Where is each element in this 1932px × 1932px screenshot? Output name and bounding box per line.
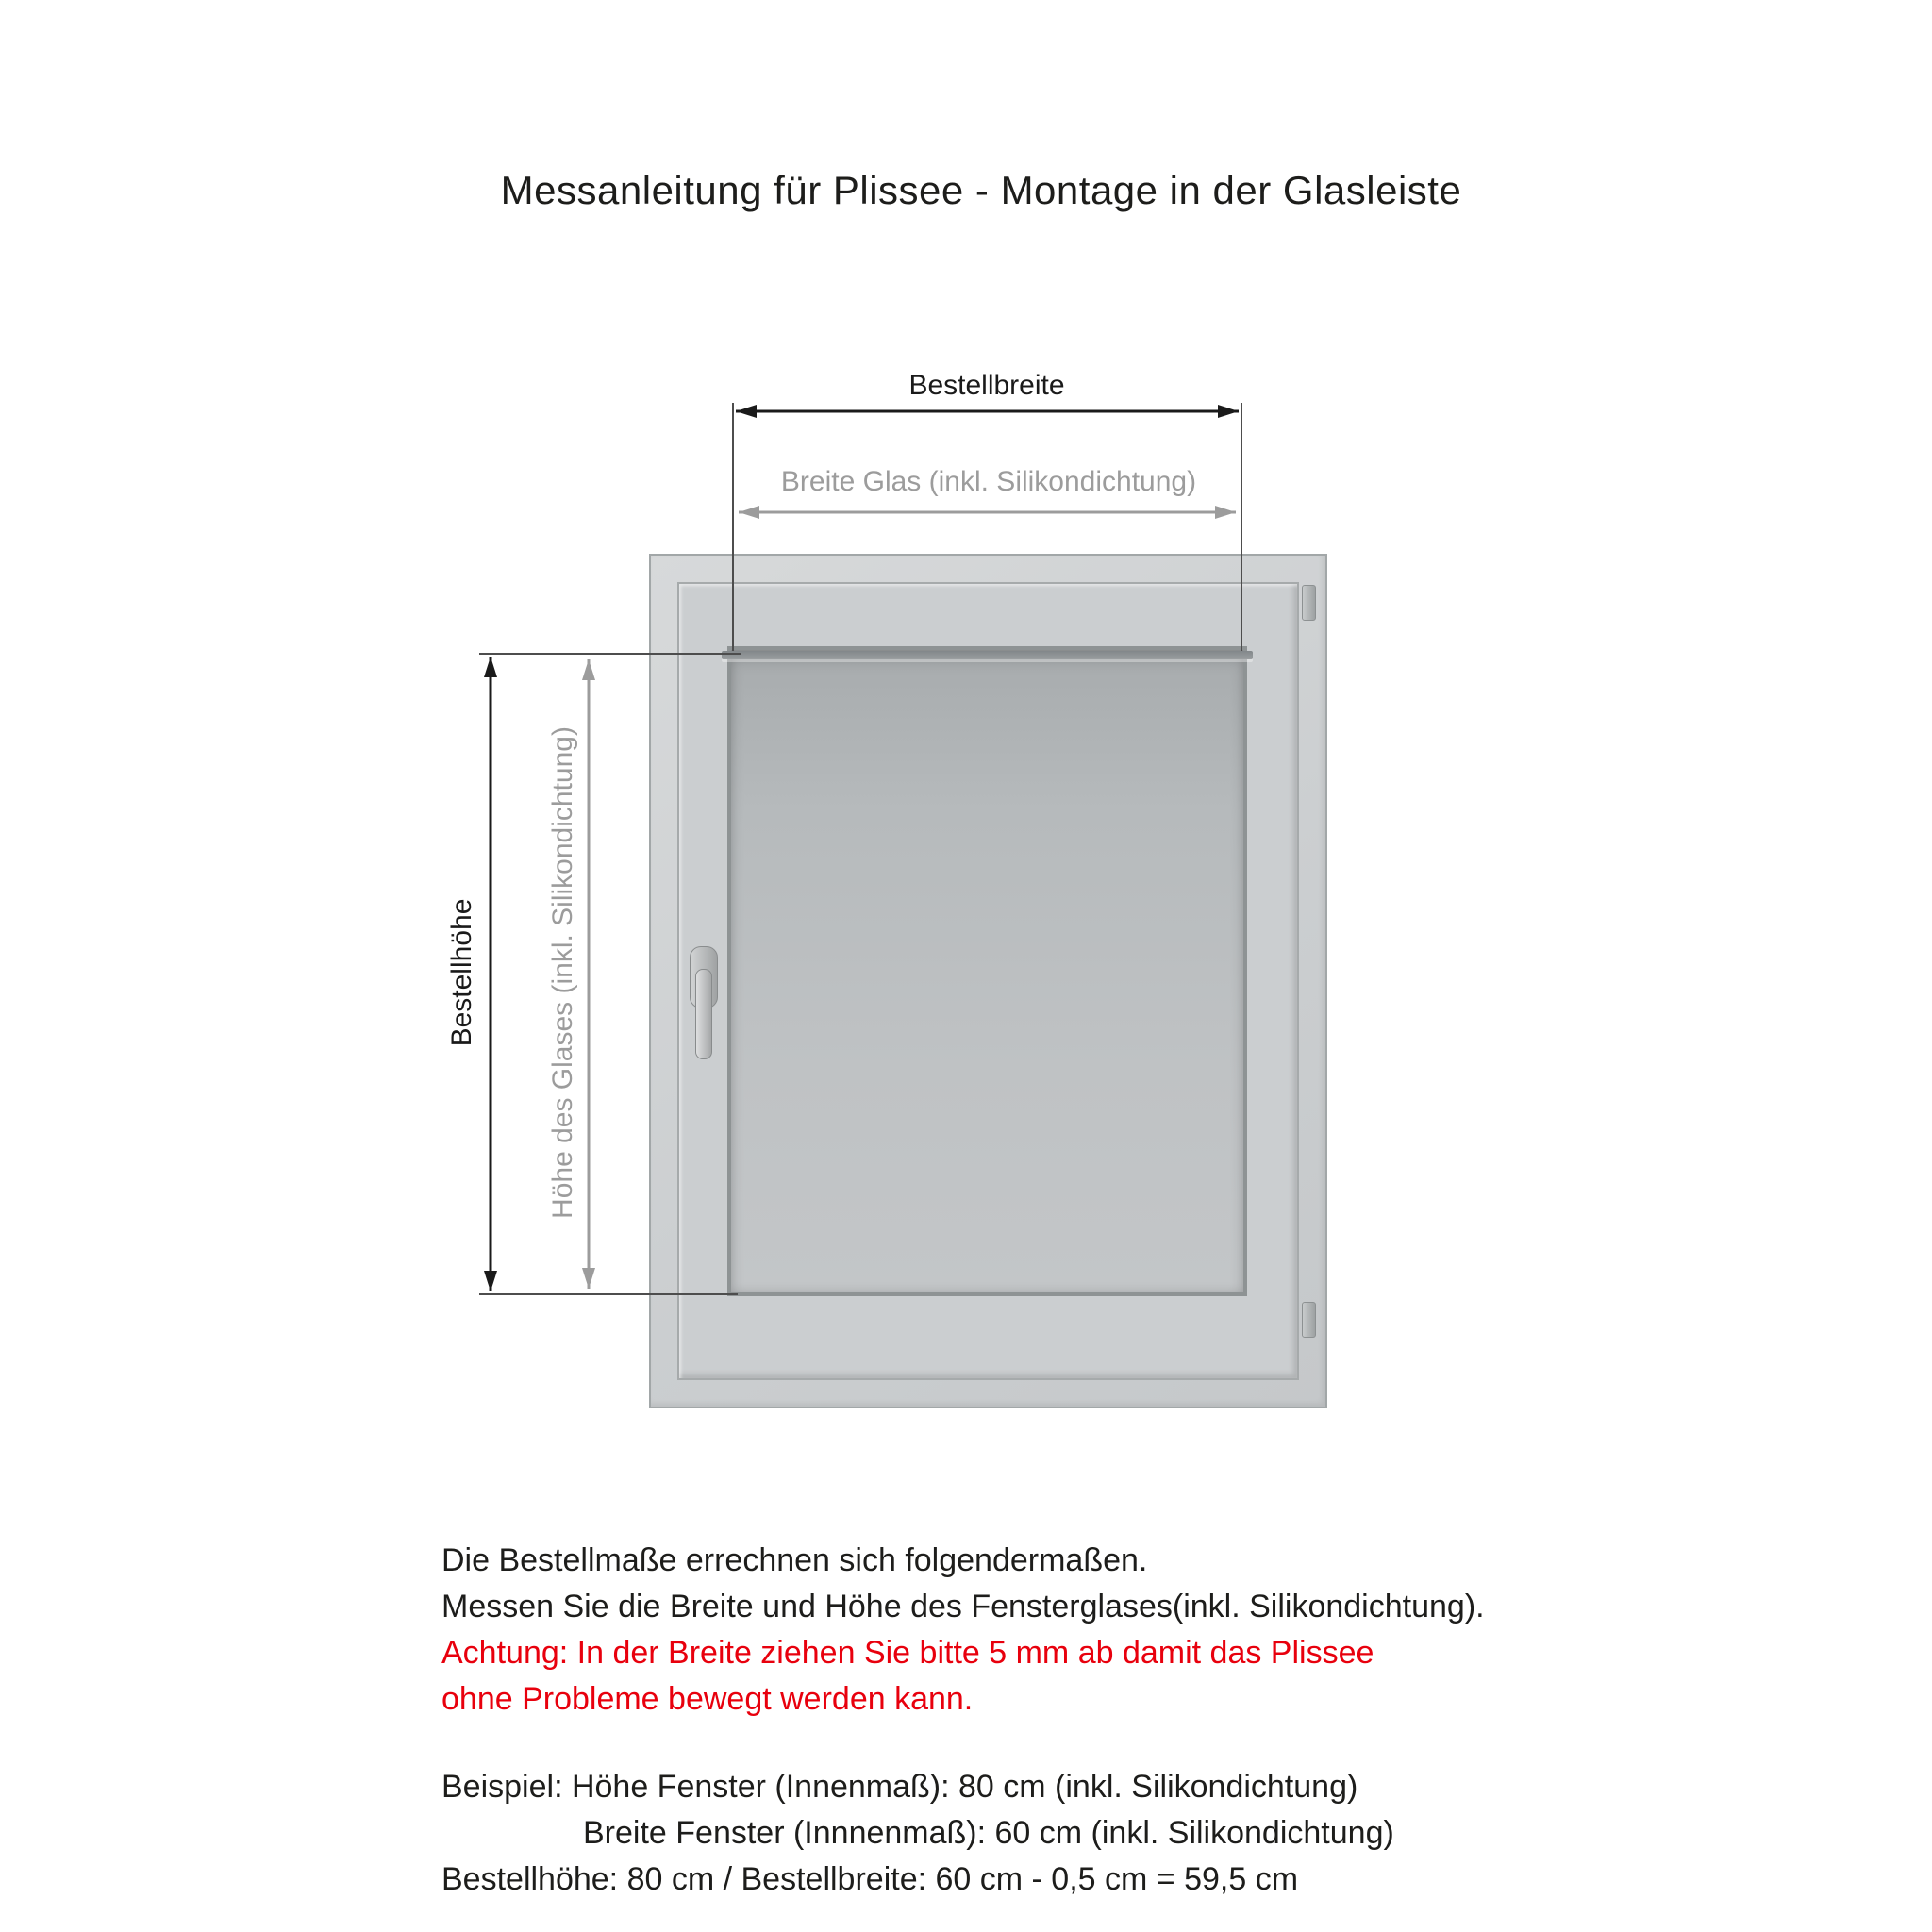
example-line-2: Breite Fenster (Innnenmaß): 60 cm (inkl. Silikondichtung) <box>583 1815 1394 1851</box>
hinge-bottom <box>1302 1302 1316 1338</box>
glazing-bead-top <box>722 651 1253 659</box>
example-line-1: Beispiel: Höhe Fenster (Innenmaß): 80 cm (inkl. Silikondichtung) <box>441 1769 1358 1805</box>
text-spacer <box>441 1723 1621 1764</box>
order-height-label: Bestellhöhe <box>446 898 477 1047</box>
hinge-top <box>1302 585 1316 621</box>
warning-line-1: Achtung: In der Breite ziehen Sie bitte 5 mm ab damit das Plissee <box>441 1635 1374 1671</box>
window-handle <box>695 969 712 1059</box>
example-line-3: Bestellhöhe: 80 cm / Bestellbreite: 60 cm - 0,5 cm = 59,5 cm <box>441 1861 1299 1897</box>
order-width-label: Bestellbreite <box>908 370 1065 401</box>
instruction-line-2: Messen Sie die Breite und Höhe des Fensterglases(inkl. Silikondichtung). <box>441 1589 1485 1624</box>
instructions <box>441 1538 1621 1903</box>
window-glass <box>727 646 1247 1296</box>
page-title: Messanleitung für Plissee - Montage in der Glasleiste <box>500 168 1462 212</box>
instruction-line-1: Die Bestellmaße errechnen sich folgendermaßen. <box>441 1542 1148 1578</box>
glass-width-label: Breite Glas (inkl. Silikondichtung) <box>780 466 1197 497</box>
glass-height-label: Höhe des Glases (inkl. Silikondichtung) <box>547 726 578 1219</box>
warning-line-2: ohne Probleme bewegt werden kann. <box>441 1681 974 1717</box>
